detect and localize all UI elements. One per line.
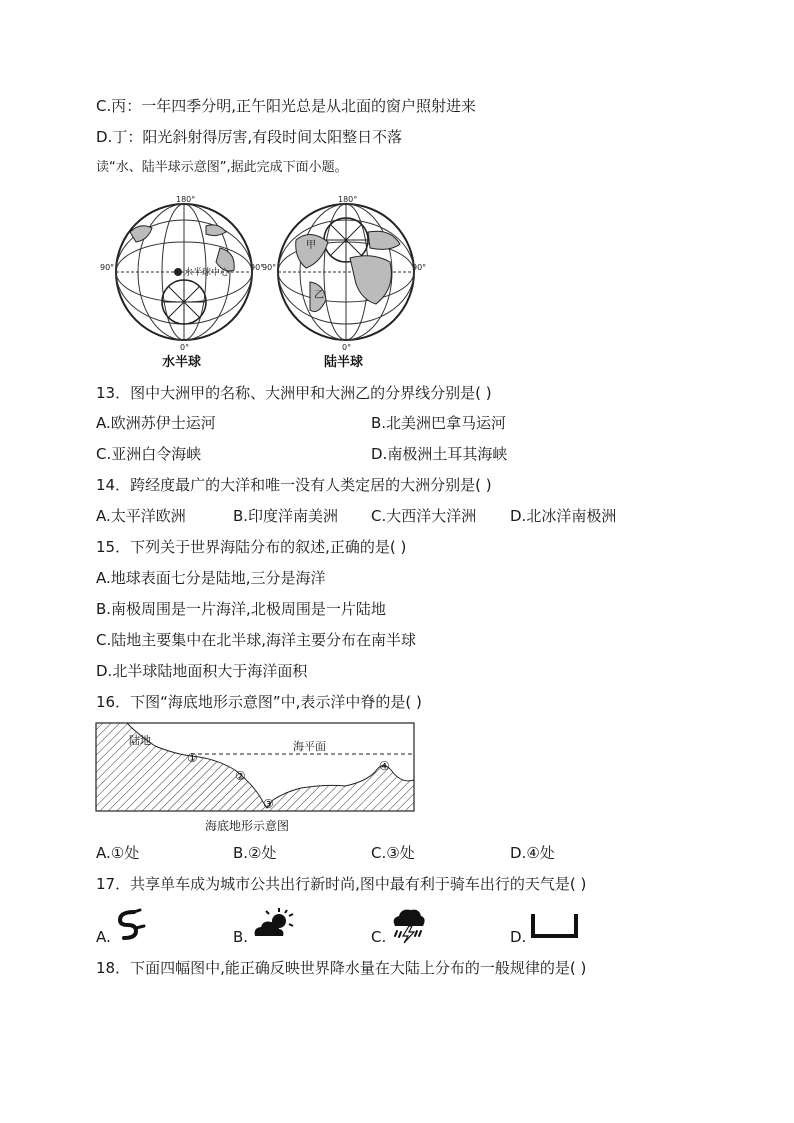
q16-option-d[interactable]: D.④处 (510, 844, 555, 862)
water-top-degree: 180° (176, 195, 196, 204)
q17-option-c[interactable] (371, 906, 441, 946)
partly-cloudy-icon (251, 906, 295, 942)
marker-3: ③ (263, 797, 274, 811)
seafloor-caption: 海底地形示意图 (205, 819, 290, 833)
q15-option-a[interactable]: A.地球表面七分是陆地,三分是海洋 (96, 569, 326, 587)
land-caption: 陆半球 (324, 355, 364, 370)
land-top-degree: 180° (338, 195, 358, 204)
q16-option-a[interactable]: A.①处 (96, 844, 140, 862)
water-hemisphere (100, 195, 264, 370)
q14-option-d[interactable]: D.北冰洋南极洲 (510, 507, 617, 525)
q15-option-b[interactable]: B.南极周围是一片海洋,北极周围是一片陆地 (96, 600, 386, 618)
q17-option-a-label: A. (96, 928, 111, 946)
water-center-label: 水半球中心 (184, 268, 230, 278)
q16-option-b[interactable]: B.②处 (233, 844, 277, 862)
q14-option-b[interactable]: B.印度洋南美洲 (233, 507, 339, 525)
q13-option-c[interactable]: C.亚洲白令海峡 (96, 445, 202, 463)
q17-option-b-label: B. (233, 928, 249, 946)
water-bottom-degree: 0° (180, 343, 190, 352)
typhoon-icon (114, 908, 148, 942)
seafloor-diagram (95, 722, 417, 838)
land-label-jia: 甲 (306, 240, 316, 251)
hemispheres-figure (100, 192, 430, 370)
q14-option-c[interactable]: C.大西洋大洋洲 (371, 507, 477, 525)
q15-stem: 15．下列关于世界海陆分布的叙述,正确的是( ) (96, 538, 407, 556)
q17-option-a[interactable] (96, 906, 156, 946)
water-caption: 水半球 (162, 355, 202, 370)
q14-stem: 14．跨经度最广的大洋和唯一没有人类定居的大洲分别是( ) (96, 476, 492, 494)
q14-option-a[interactable]: A.太平洋欧洲 (96, 507, 186, 525)
q18-stem: 18．下面四幅图中,能正确反映世界降水量在大陆上分布的一般规律的是( ) (96, 959, 587, 977)
q16-stem: 16．下图“海底地形示意图”中,表示洋中脊的是( ) (96, 693, 422, 711)
q17-option-c-label: C. (371, 928, 387, 946)
marker-1: ① (187, 751, 198, 765)
q13-option-a[interactable]: A.欧洲苏伊士运河 (96, 414, 216, 432)
land-label-yi: 乙 (314, 290, 324, 301)
q17-option-b[interactable] (233, 906, 303, 946)
option-c-text: C.丙：一年四季分明,正午阳光总是从北面的窗户照射进来 (96, 97, 477, 115)
sea-level-label: 海平面 (293, 740, 326, 753)
q15-option-d[interactable]: D.北半球陆地面积大于海洋面积 (96, 662, 308, 680)
q13-option-d[interactable]: D.南极洲土耳其海峡 (371, 445, 508, 463)
marker-2: ② (235, 769, 246, 783)
land-right-degree: 90° (412, 263, 427, 272)
land-bottom-degree: 0° (342, 343, 352, 352)
q15-option-c[interactable]: C.陆地主要集中在北半球,海洋主要分布在南半球 (96, 631, 417, 649)
thunderstorm-icon (389, 906, 429, 944)
intro-text: 读“水、陆半球示意图”,据此完成下面小题。 (96, 160, 348, 175)
dust-storm-icon (530, 912, 580, 940)
q13-option-b[interactable]: B.北美洲巴拿马运河 (371, 414, 507, 432)
land-hemisphere (262, 195, 426, 370)
land-left-degree: 90° (262, 263, 277, 272)
option-d-text: D.丁：阳光斜射得厉害,有段时间太阳整日不落 (96, 128, 403, 146)
q13-stem: 13．图中大洲甲的名称、大洲甲和大洲乙的分界线分别是( ) (96, 384, 492, 402)
land-label: 陆地 (129, 734, 151, 747)
water-left-degree: 90° (100, 263, 115, 272)
q17-option-d[interactable] (510, 906, 590, 946)
marker-4: ④ (379, 759, 390, 773)
q16-option-c[interactable]: C.③处 (371, 844, 415, 862)
q17-stem: 17．共享单车成为城市公共出行新时尚,图中最有利于骑车出行的天气是( ) (96, 875, 587, 893)
q17-option-d-label: D. (510, 928, 527, 946)
water-right-degree: 90° (250, 263, 265, 272)
